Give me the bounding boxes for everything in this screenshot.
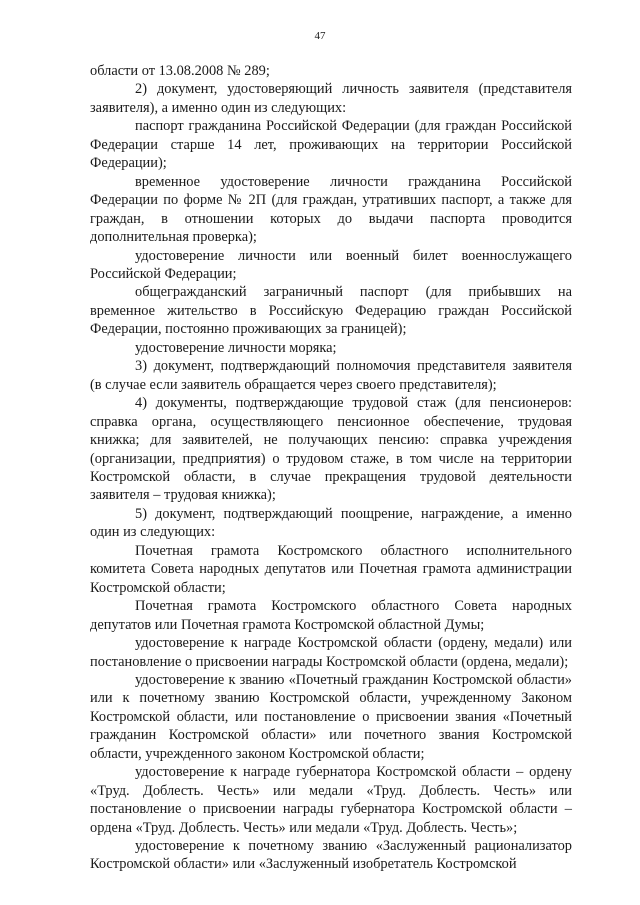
paragraph: 4) документы, подтверждающие трудовой стаж (для пенсионеров: справка органа, осуществляющего пенсионное обеспечение, трудовая книжка; для заявителей, не получающих пенсию: справка учреждения (организации, предприятия) о трудовом стаже, в том числе на территории Костромской области, в случае прекращения трудовой деятельности заявителя – трудовая книжка); <box>90 395 572 504</box>
page-number: 47 <box>314 30 326 42</box>
paragraph: удостоверение к награде Костромской области (ордену, медали) или постановление о присвоении награды Костромской области (ордена, медали); <box>90 635 572 670</box>
paragraph: 2) документ, удостоверяющий личность заявителя (представителя заявителя), а именно один из следующих: <box>90 81 572 116</box>
paragraph: 5) документ, подтверждающий поощрение, награждение, а именно один из следующих: <box>90 505 572 541</box>
document-body <box>90 62 572 874</box>
paragraph: временное удостоверение личности гражданина Российской Федерации по форме № 2П (для граждан, утративших паспорт, а также для граждан, в отношении которых до выдачи паспорта проводится дополнительная проверка); <box>90 173 572 246</box>
paragraph: удостоверение к награде губернатора Костромской области – ордену «Труд. Доблесть. Честь» или медали «Труд. Доблесть. Честь» или постановление о присвоении награды губернатора Костромской области – ордена «Труд. Доблесть. Честь» или медали «Труд. Доблесть. Честь»; <box>90 764 572 836</box>
paragraph: удостоверение личности или военный билет военнослужащего Российской Федерации; <box>90 247 572 282</box>
paragraph: удостоверение к званию «Почетный гражданин Костромской области» или к почетному званию Костромской области, учрежденному Законом Костромской области, или постановление о присвоении звания «Почетный гражданин Костромской области» или почетного звания Костромской области, учрежденного законом Костромской области; <box>90 671 572 762</box>
paragraph: удостоверение личности моряка; <box>135 339 337 356</box>
paragraph: области от 13.08.2008 № 289; <box>90 63 270 79</box>
paragraph: удостоверение к почетному званию «Заслуженный рационализатор Костромской области» или «Заслуженный изобретатель Костромской <box>90 838 572 873</box>
paragraph: паспорт гражданина Российской Федерации (для граждан Российской Федерации старше 14 лет, проживающих на территории Российской Федерации); <box>90 118 572 172</box>
paragraph: 3) документ, подтверждающий полномочия представителя заявителя (в случае если заявитель обращается через своего представителя); <box>90 358 572 393</box>
paragraph: Почетная грамота Костромского областного исполнительного комитета Совета народных депутатов или Почетная грамота администрации Костромской области; <box>90 542 572 596</box>
paragraph: общегражданский заграничный паспорт (для прибывших на временное жительство в Российскую Федерацию граждан Российской Федерации, постоянно проживающих за границей); <box>90 284 572 338</box>
paragraph: Почетная грамота Костромского областного Совета народных депутатов или Почетная грамота Костромской областной Думы; <box>90 598 572 633</box>
